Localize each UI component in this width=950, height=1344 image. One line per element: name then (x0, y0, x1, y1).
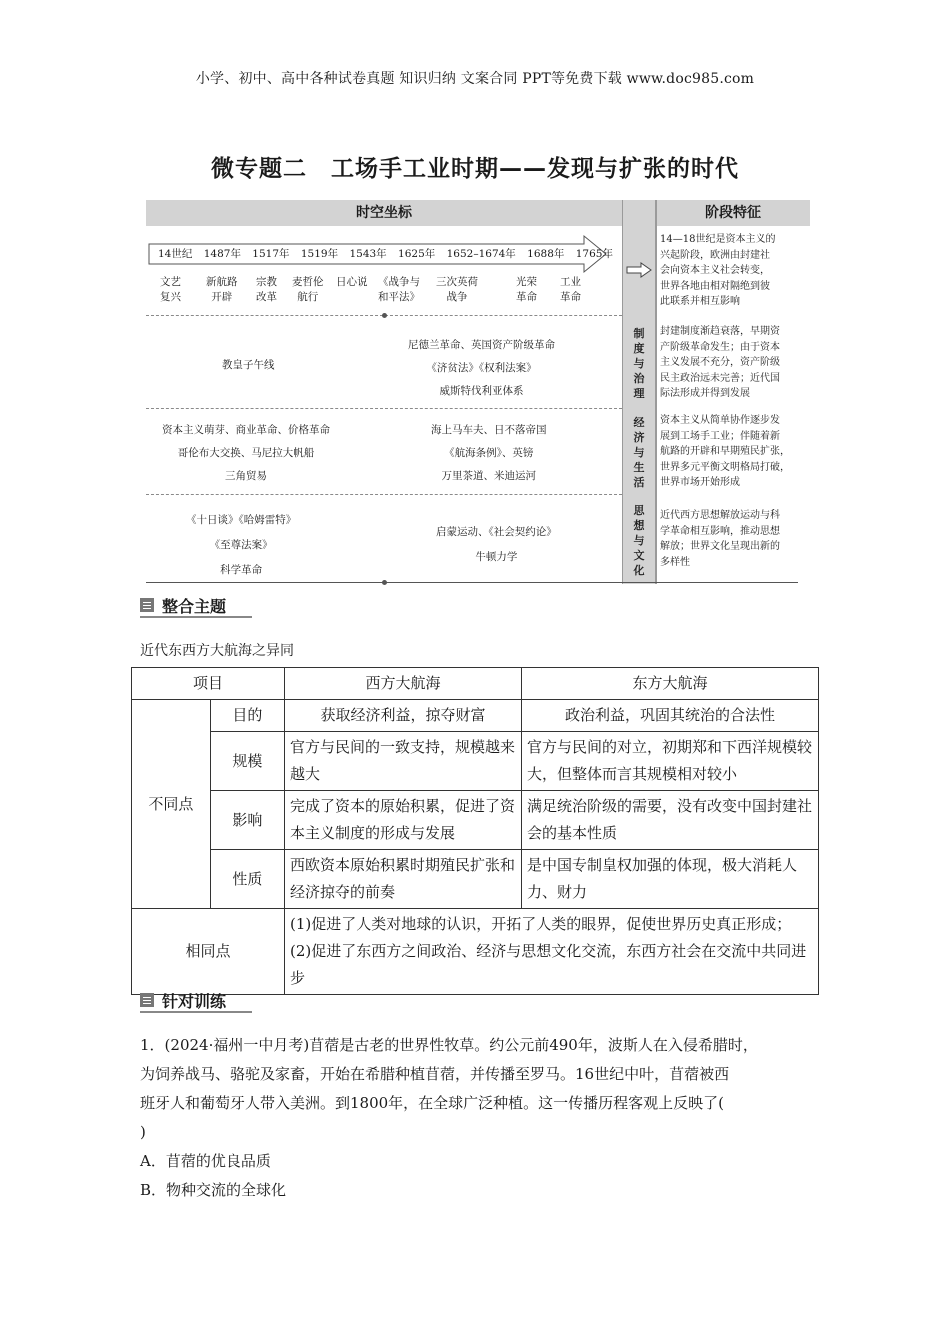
table-row (132, 850, 819, 909)
year-label: 1652–1674年 (446, 248, 516, 260)
east-cell: 满足统治阶级的需要，没有改变中国封建社会的基本性质 (522, 791, 819, 850)
same-point: (1)促进了人类对地球的认识，开拓了人类的眼界，促使世界历史真正形成； (290, 915, 792, 933)
option-a[interactable]: A．苜蓿的优良品质 (140, 1152, 271, 1170)
row-separator (146, 408, 622, 409)
row-right-text: 海上马车夫、日不落帝国 《航海条例》、英镑 万里茶道、米迪运河 (431, 424, 547, 482)
row-label-institution: 制 度 与 治 理 (633, 327, 645, 400)
event-label: 光荣 革命 (516, 276, 537, 303)
question-text (140, 1031, 830, 1205)
event-label: 新航路 开辟 (206, 276, 238, 303)
event-label: 三次英荷 战争 (436, 276, 478, 303)
row-feature-text: 资本主义从简单协作逐步发 展到工场手工业；伴随着新 航路的开辟和早期殖民扩张， 世界多元平衡文明格局打破， 世界市场开始形成 (660, 415, 790, 488)
item-cell: 规模 (210, 732, 284, 791)
row-feature-text: 封建制度渐趋衰落，早期资 产阶级革命发生；由于资本 主义发展不充分，资产阶级 民主政治远未完善；近代国 际法形成并得到发展 (660, 326, 780, 399)
right-arrow-icon (626, 262, 652, 278)
row-feature-text: 近代西方思想解放运动与科 学革命相互影响，推动思想 解放；世界文化呈现出新的 多样性 (660, 510, 780, 568)
separator-dot (382, 580, 387, 585)
question-line: 1．(2024·福州一中月考)苜蓿是古老的世界性牧草。约公元前490年，波斯人在入侵希腊时， (140, 1036, 758, 1054)
year-label: 1543年 (349, 248, 387, 260)
east-cell: 是中国专制皇权加强的体现，极大消耗人力、财力 (522, 850, 819, 909)
timeline-years (158, 246, 621, 261)
year-label: 1519年 (300, 248, 339, 260)
east-cell: 官方与民间的对立，初期郑和下西洋规模较大，但整体而言其规模相对较小 (522, 732, 819, 791)
row-left-text: 资本主义萌芽、商业革命、价格革命 哥伦布大交换、马尼拉大帆船 三角贸易 (162, 424, 330, 482)
row-right-text: 启蒙运动、《社会契约论》 牛顿力学 (436, 526, 557, 563)
diff-label-cell: 不同点 (132, 700, 211, 909)
year-label: 14世纪 (158, 248, 193, 260)
document-icon (140, 993, 154, 1007)
row-left-text: 教皇子午线 (222, 359, 275, 371)
same-point: (2)促进了东西方之间政治、经济与思想文化交流，东西方社会在交流中共同进步 (290, 942, 807, 987)
table-row (132, 909, 819, 995)
section-underline (140, 616, 252, 618)
item-cell: 影响 (210, 791, 284, 850)
event-label: 《战争与 和平法》 (378, 276, 420, 303)
table-row (132, 700, 819, 732)
row-label-culture: 思 想 与 文 化 (633, 504, 645, 577)
event-label: 日心说 (336, 276, 368, 288)
page-header: 小学、初中、高中各种试卷真题 知识归纳 文案合同 PPT等免费下载 www.doc985.com (195, 71, 755, 87)
header-cell: 西方大航海 (285, 668, 522, 700)
west-cell: 获取经济利益，掠夺财富 (285, 700, 522, 732)
section-underline (140, 1011, 252, 1013)
framework-table (146, 200, 810, 584)
header-cell: 项目 (132, 668, 285, 700)
year-label: 1765年 (575, 248, 613, 260)
event-label: 宗教 改革 (256, 276, 277, 303)
framework-header-left: 时空坐标 (146, 200, 622, 226)
row-label-economy: 经 济 与 生 活 (633, 416, 645, 489)
west-cell: 完成了资本的原始积累，促进了资本主义制度的形成与发展 (285, 791, 522, 850)
same-label-cell: 相同点 (132, 909, 285, 995)
same-content-cell (285, 909, 819, 995)
year-label: 1688年 (527, 248, 565, 260)
separator-dot (382, 313, 387, 318)
section-title-practice: 针对训练 (162, 992, 227, 1011)
table-caption: 近代东西方大航海之异同 (140, 643, 294, 659)
section-title-integration: 整合主题 (162, 597, 227, 616)
row-left-text: 《十日谈》《哈姆雷特》 《至尊法案》 科学革命 (186, 514, 297, 576)
item-cell: 性质 (210, 850, 284, 909)
option-b[interactable]: B．物种交流的全球化 (140, 1181, 287, 1199)
event-label: 工业 革命 (560, 276, 581, 303)
framework-header-right: 阶段特征 (656, 200, 810, 226)
year-label: 1625年 (398, 248, 436, 260)
year-label: 1517年 (252, 248, 290, 260)
question-line: 班牙人和葡萄牙人带入美洲。到1800年，在全球广泛种植。这一传播历程客观上反映了( (140, 1094, 725, 1112)
item-cell: 目的 (210, 700, 284, 732)
east-cell: 政治利益，巩固其统治的合法性 (522, 700, 819, 732)
event-label: 麦哲伦 航行 (292, 276, 324, 303)
event-label: 文艺 复兴 (160, 276, 181, 303)
table-row (132, 668, 819, 700)
document-icon (140, 598, 154, 612)
question-line: ) (140, 1123, 146, 1141)
stage-feature-text: 14—18世纪是资本主义的 兴起阶段，欧洲由封建社 会向资本主义社会转变， 世界各地由相对隔绝到彼 此联系并相互影响 (660, 234, 776, 307)
question-line: 为饲养战马、骆驼及家畜，开始在希腊种植苜蓿，并传播至罗马。16世纪中叶，苜蓿被西 (140, 1065, 730, 1083)
row-separator (146, 494, 622, 495)
west-cell: 西欧资本原始积累时期殖民扩张和经济掠夺的前奏 (285, 850, 522, 909)
table-row (132, 791, 819, 850)
framework-bottom-line (146, 582, 798, 583)
table-row (132, 732, 819, 791)
year-label: 1487年 (203, 248, 241, 260)
header-cell: 东方大航海 (522, 668, 819, 700)
comparison-table (131, 667, 819, 995)
page-title: 微专题二 工场手工业时期——发现与扩张的时代 (211, 156, 739, 182)
row-right-text: 尼德兰革命、英国资产阶级革命 《济贫法》《权利法案》 威斯特伐利亚体系 (408, 339, 555, 397)
west-cell: 官方与民间的一致支持，规模越来越大 (285, 732, 522, 791)
